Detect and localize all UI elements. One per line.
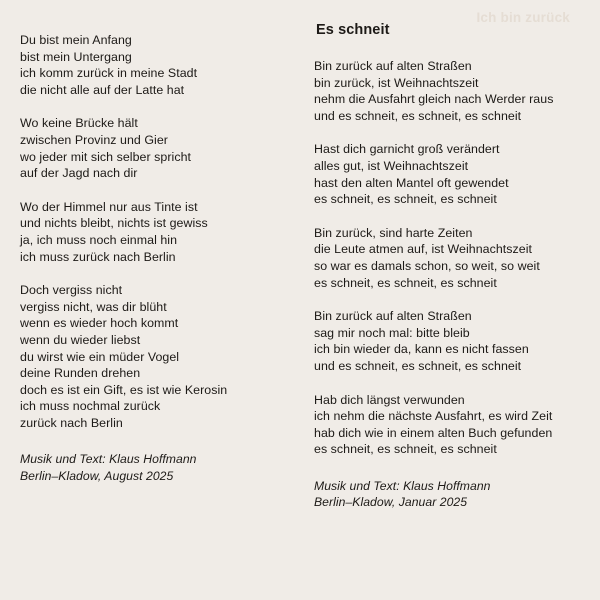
- credit-line: Berlin–Kladow, Januar 2025: [314, 495, 468, 510]
- lyric-line: ich bin wieder da, kann es nicht fassen: [314, 342, 529, 357]
- lyric-line: Du bist mein Anfang: [20, 33, 132, 47]
- two-column-layout: [20, 22, 574, 511]
- lyric-line: zurück nach Berlin: [20, 415, 123, 430]
- lyric-line: vergiss nicht, was dir blüht: [20, 299, 167, 314]
- lyric-line: und nichts bleibt, nichts ist gewiss: [20, 216, 208, 231]
- right-lyrics-column: [314, 22, 574, 511]
- lyric-line: ich muss nochmal zurück: [20, 399, 161, 414]
- lyric-line: bin zurück, ist Weihnachtszeit: [314, 75, 479, 90]
- faded-header-text: Ich bin zurück: [476, 10, 570, 25]
- lyric-line: auf der Jagd nach dir: [20, 166, 138, 181]
- lyric-line: die nicht alle auf der Latte hat: [20, 82, 185, 97]
- lyric-line: hab dich wie in einem alten Buch gefunden: [314, 425, 553, 440]
- stanza: [20, 32, 280, 98]
- stanza: [20, 115, 280, 181]
- credit-line: Musik und Text: Klaus Hoffmann: [314, 478, 491, 493]
- lyric-line: und es schneit, es schneit, es schneit: [314, 358, 522, 373]
- lyric-line: Doch vergiss nicht: [20, 283, 123, 298]
- lyric-line: Hab dich längst verwunden: [314, 392, 465, 407]
- lyric-line: bist mein Untergang: [20, 49, 132, 64]
- credit-block: [314, 478, 574, 511]
- stanza: [314, 141, 574, 207]
- lyric-line: es schneit, es schneit, es schneit: [314, 442, 497, 457]
- lyric-line: wenn du wieder liebst: [20, 332, 141, 347]
- lyric-line: ja, ich muss noch einmal hin: [20, 232, 178, 247]
- credit-line: Musik und Text: Klaus Hoffmann: [20, 452, 197, 467]
- stanza: [314, 225, 574, 291]
- left-lyrics-column: [20, 22, 280, 485]
- lyric-line: es schneit, es schneit, es schneit: [314, 275, 497, 290]
- lyric-line: ich muss zurück nach Berlin: [20, 249, 176, 264]
- lyric-line: und es schneit, es schneit, es schneit: [314, 108, 522, 123]
- lyric-line: so war es damals schon, so weit, so weit: [314, 258, 540, 273]
- lyric-line: ich komm zurück in meine Stadt: [20, 66, 198, 81]
- stanza: [314, 392, 574, 458]
- lyric-line: alles gut, ist Weihnachtszeit: [314, 158, 469, 173]
- credit-block: [20, 451, 280, 484]
- lyric-line: deine Runden drehen: [20, 366, 141, 381]
- stanza: [314, 58, 574, 124]
- lyric-line: Wo der Himmel nur aus Tinte ist: [20, 199, 198, 214]
- lyric-line: sag mir noch mal: bitte bleib: [314, 325, 470, 340]
- song-title: Es schneit: [316, 22, 390, 38]
- stanza: [20, 282, 280, 431]
- lyric-line: es schneit, es schneit, es schneit: [314, 192, 497, 207]
- lyric-line: zwischen Provinz und Gier: [20, 132, 168, 147]
- lyric-line: wo jeder mit sich selber spricht: [20, 149, 191, 164]
- lyric-line: wenn es wieder hoch kommt: [20, 316, 179, 331]
- lyric-line: ich nehm die nächste Ausfahrt, es wird Zeit: [314, 409, 553, 424]
- stanza: [314, 308, 574, 374]
- stanza: [20, 199, 280, 265]
- credit-line: Berlin–Kladow, August 2025: [20, 469, 174, 484]
- lyric-line: die Leute atmen auf, ist Weihnachtszeit: [314, 242, 532, 257]
- lyric-line: Bin zurück, sind harte Zeiten: [314, 225, 473, 240]
- lyric-line: du wirst wie ein müder Vogel: [20, 349, 180, 364]
- lyric-line: nehm die Ausfahrt gleich nach Werder raus: [314, 92, 554, 107]
- lyric-line: hast den alten Mantel oft gewendet: [314, 175, 509, 190]
- lyric-line: Bin zurück auf alten Straßen: [314, 59, 472, 73]
- lyric-line: doch es ist ein Gift, es ist wie Kerosin: [20, 382, 228, 397]
- lyric-line: Wo keine Brücke hält: [20, 116, 138, 131]
- lyric-line: Bin zurück auf alten Straßen: [314, 309, 472, 324]
- lyric-line: Hast dich garnicht groß verändert: [314, 142, 500, 157]
